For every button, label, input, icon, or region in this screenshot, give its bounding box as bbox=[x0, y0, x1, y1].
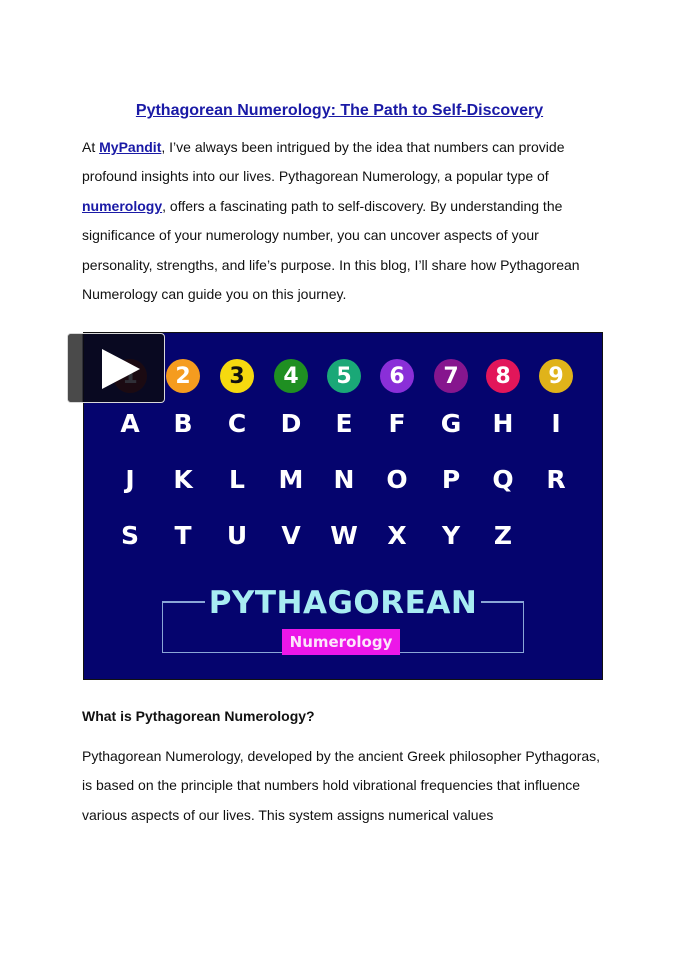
letter-row bbox=[84, 465, 602, 501]
number-circle-6: 6 bbox=[380, 359, 414, 393]
letter-i: I bbox=[551, 409, 561, 438]
brand-subtitle: Numerology bbox=[282, 629, 400, 655]
letter-l: L bbox=[229, 465, 245, 494]
letter-q: Q bbox=[492, 465, 514, 494]
letter-h: H bbox=[492, 409, 514, 438]
play-icon bbox=[102, 349, 140, 389]
number-circle-2: 2 bbox=[166, 359, 200, 393]
intro-text-mid: , I’ve always been intrigued by the idea that numbers can provide profound insights into our lives. Pythagorean Numerology, a popular type of bbox=[82, 139, 565, 185]
letter-z: Z bbox=[493, 521, 513, 550]
section-heading: What is Pythagorean Numerology? bbox=[82, 708, 315, 724]
letter-y: Y bbox=[441, 521, 461, 550]
letter-row bbox=[84, 521, 602, 557]
letter-m: M bbox=[278, 465, 304, 494]
letter-b: B bbox=[173, 409, 193, 438]
letter-s: S bbox=[120, 521, 139, 550]
letter-e: E bbox=[335, 409, 353, 438]
intro-text-rest: , offers a fascinating path to self-discovery. By understanding the significance of your numerology number, you can uncover aspects of your personality, strengths, and life’s purpose. In this blog, I’ll share how Pythagorean Numerology can guide you on this journey. bbox=[82, 197, 580, 303]
number-circle-7: 7 bbox=[434, 359, 468, 393]
letter-v: V bbox=[281, 521, 301, 550]
number-circle-8: 8 bbox=[486, 359, 520, 393]
number-circle-4: 4 bbox=[274, 359, 308, 393]
letter-c: C bbox=[227, 409, 247, 438]
letter-o: O bbox=[386, 465, 408, 494]
letter-f: F bbox=[388, 409, 406, 438]
brand-title: PYTHAGOREAN bbox=[208, 585, 478, 621]
letter-t: T bbox=[174, 521, 192, 550]
document-title[interactable]: Pythagorean Numerology: The Path to Self-Discovery bbox=[135, 102, 544, 119]
section-body: Pythagorean Numerology, developed by the ancient Greek philosopher Pythagoras, is based on the principle that numbers hold vibrational frequencies that influence various aspects of our lives. This system assigns numerical values bbox=[82, 748, 601, 823]
letter-j: J bbox=[125, 465, 135, 494]
video-play-button[interactable] bbox=[67, 333, 165, 403]
letter-r: R bbox=[546, 465, 566, 494]
play-button-shade bbox=[68, 334, 82, 402]
letter-g: G bbox=[440, 409, 462, 438]
letter-w: W bbox=[330, 521, 358, 550]
letter-row bbox=[84, 409, 602, 445]
number-circle-3: 3 bbox=[220, 359, 254, 393]
letter-u: U bbox=[226, 521, 248, 550]
letter-d: D bbox=[280, 409, 302, 438]
letter-a: A bbox=[120, 409, 140, 438]
number-circle-9: 9 bbox=[539, 359, 573, 393]
letter-x: X bbox=[387, 521, 407, 550]
mypandit-link[interactable]: MyPandit bbox=[99, 139, 162, 155]
letter-n: N bbox=[333, 465, 355, 494]
number-circle-5: 5 bbox=[327, 359, 361, 393]
intro-paragraph bbox=[82, 133, 602, 309]
letter-k: K bbox=[173, 465, 193, 494]
letter-p: P bbox=[441, 465, 461, 494]
numerology-link[interactable]: numerology bbox=[82, 197, 163, 214]
intro-text-prefix: At bbox=[82, 139, 100, 155]
